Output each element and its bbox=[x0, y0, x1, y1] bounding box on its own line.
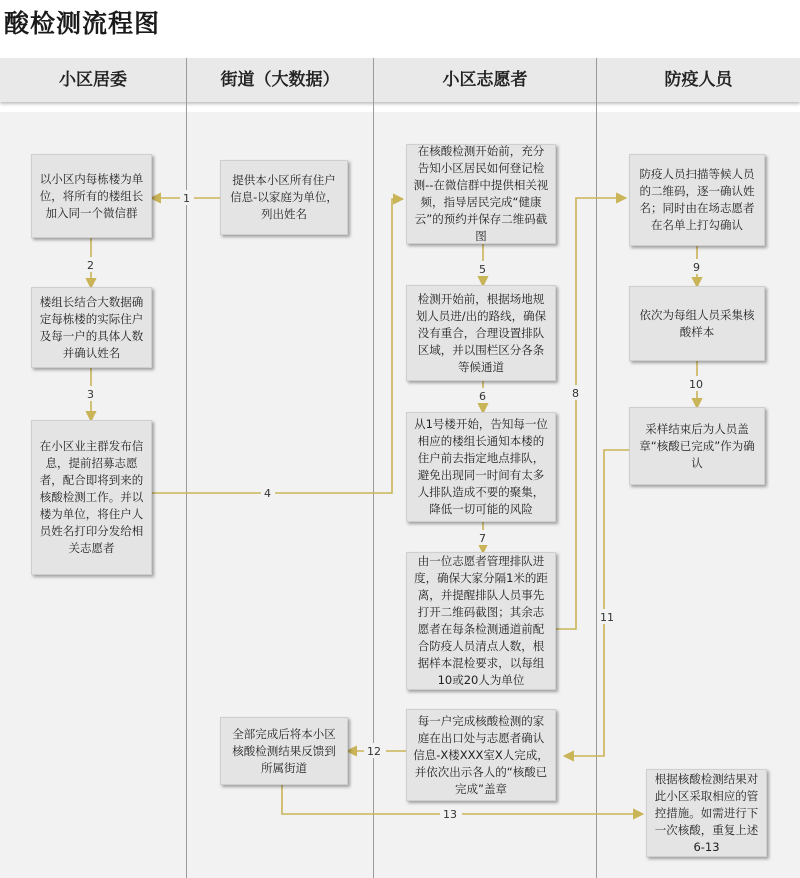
committee-step-recruit-volunteers bbox=[31, 420, 152, 575]
volunteer-step-notify-buildings bbox=[406, 412, 556, 522]
staff-step-stamp-done bbox=[629, 407, 765, 485]
volunteer-step-exit-confirm-text: 每一户完成核酸检测的家庭在出口处与志愿者确认信息-X楼XXX室X人完成，并依次出示各人的“核酸已完成”盖章 bbox=[413, 713, 549, 796]
step-label-12: 12 bbox=[367, 745, 381, 758]
step-label-8: 8 bbox=[572, 387, 579, 400]
connector-4 bbox=[152, 199, 402, 493]
staff-step-collect-samples-text: 依次为每组人员采集核酸样本 bbox=[639, 307, 755, 339]
committee-step-recruit-volunteers-text: 在小区业主群发布信息，提前招募志愿者，配合即将到来的核酸检测工作。并以楼为单位，将住户人员姓名打印分发给相关志愿者 bbox=[39, 439, 144, 555]
step-label-11: 11 bbox=[600, 611, 614, 624]
street-step-report-results-text: 全部完成后将本小区核酸检测结果反馈到所属街道 bbox=[232, 726, 336, 775]
volunteer-step-exit-confirm bbox=[406, 709, 556, 801]
staff-step-stamp-done-text: 采样结束后为人员盖章“核酸已完成”作为确认 bbox=[639, 421, 755, 470]
staff-step-scan-qr bbox=[629, 154, 765, 246]
committee-step-wechat-group-text: 以小区内每栋楼为单位，将所有的楼组长加入同一个微信群 bbox=[39, 171, 144, 220]
connector-11 bbox=[565, 450, 629, 756]
street-step-provide-info bbox=[220, 160, 348, 235]
step-label-7: 7 bbox=[479, 532, 486, 545]
step-label-6: 6 bbox=[479, 390, 486, 403]
street-step-report-results bbox=[220, 717, 348, 785]
step-label-4: 4 bbox=[264, 487, 271, 500]
lane-header-street: 街道（大数据） bbox=[220, 70, 340, 90]
step-label-13: 13 bbox=[443, 808, 457, 821]
staff-step-collect-samples bbox=[629, 286, 765, 361]
staff-step-scan-qr-text: 防疫人员扫描等候人员的二维码，逐一确认姓名；同时由在场志愿者在名单上打勾确认 bbox=[639, 167, 755, 232]
volunteer-step-inform-residents-text: 在核酸检测开始前，充分告知小区居民如何登记检测--在微信群中提供相关视频，指导居民完成“健康云”的预约并保存二维码截图 bbox=[413, 144, 549, 243]
committee-step-wechat-group bbox=[31, 154, 152, 238]
volunteer-step-manage-queue bbox=[406, 552, 556, 690]
lane-header-volunteers: 小区志愿者 bbox=[442, 70, 528, 90]
volunteer-step-inform-residents bbox=[406, 144, 556, 244]
volunteer-step-plan-routes-text: 检测开始前，根据场地规划人员进/出的路线，确保没有重合，合理设置排队区域，并以围栏区分各条等候通道 bbox=[415, 291, 547, 374]
page-title: 酸检测流程图 bbox=[4, 9, 161, 38]
step-label-2: 2 bbox=[87, 259, 94, 272]
step-label-3: 3 bbox=[87, 388, 94, 401]
staff-step-control-measures-text: 根据核酸检测结果对此小区采取相应的管控措施。如需进行下一次核酸，重复上述6-13 bbox=[654, 771, 759, 854]
volunteer-step-manage-queue-text: 由一位志愿者管理排队进度，确保大家分隔1米的距离，并提醒排队人员事先打开二维码截图；其余志愿者在每条检测通道前配合防疫人员清点人数，根据样本混检要求，以每组10或20人为单位 bbox=[414, 554, 548, 687]
connector-8 bbox=[556, 198, 625, 629]
volunteer-step-notify-buildings-text: 从1号楼开始，告知每一位相应的楼组长通知本楼的住户前去指定地点排队，避免出现同一时间有太多人排队造成不要的聚集，降低一切可能的风险 bbox=[414, 417, 548, 516]
street-step-provide-info-text: 提供本小区所有住户信息-以家庭为单位，列出姓名 bbox=[230, 173, 338, 221]
committee-step-confirm-residents-text: 楼组长结合大数据确定每栋楼的实际住户及每一户的具体人数并确认姓名 bbox=[39, 294, 144, 360]
committee-step-confirm-residents bbox=[31, 287, 152, 368]
staff-step-control-measures bbox=[646, 769, 767, 857]
step-label-10: 10 bbox=[689, 378, 703, 391]
step-label-9: 9 bbox=[693, 261, 700, 274]
lane-header-epidemic-staff: 防疫人员 bbox=[664, 70, 733, 90]
lane-header-committee: 小区居委 bbox=[59, 70, 127, 90]
step-label-5: 5 bbox=[479, 263, 486, 276]
step-label-1: 1 bbox=[183, 192, 190, 205]
volunteer-step-plan-routes bbox=[406, 285, 556, 381]
